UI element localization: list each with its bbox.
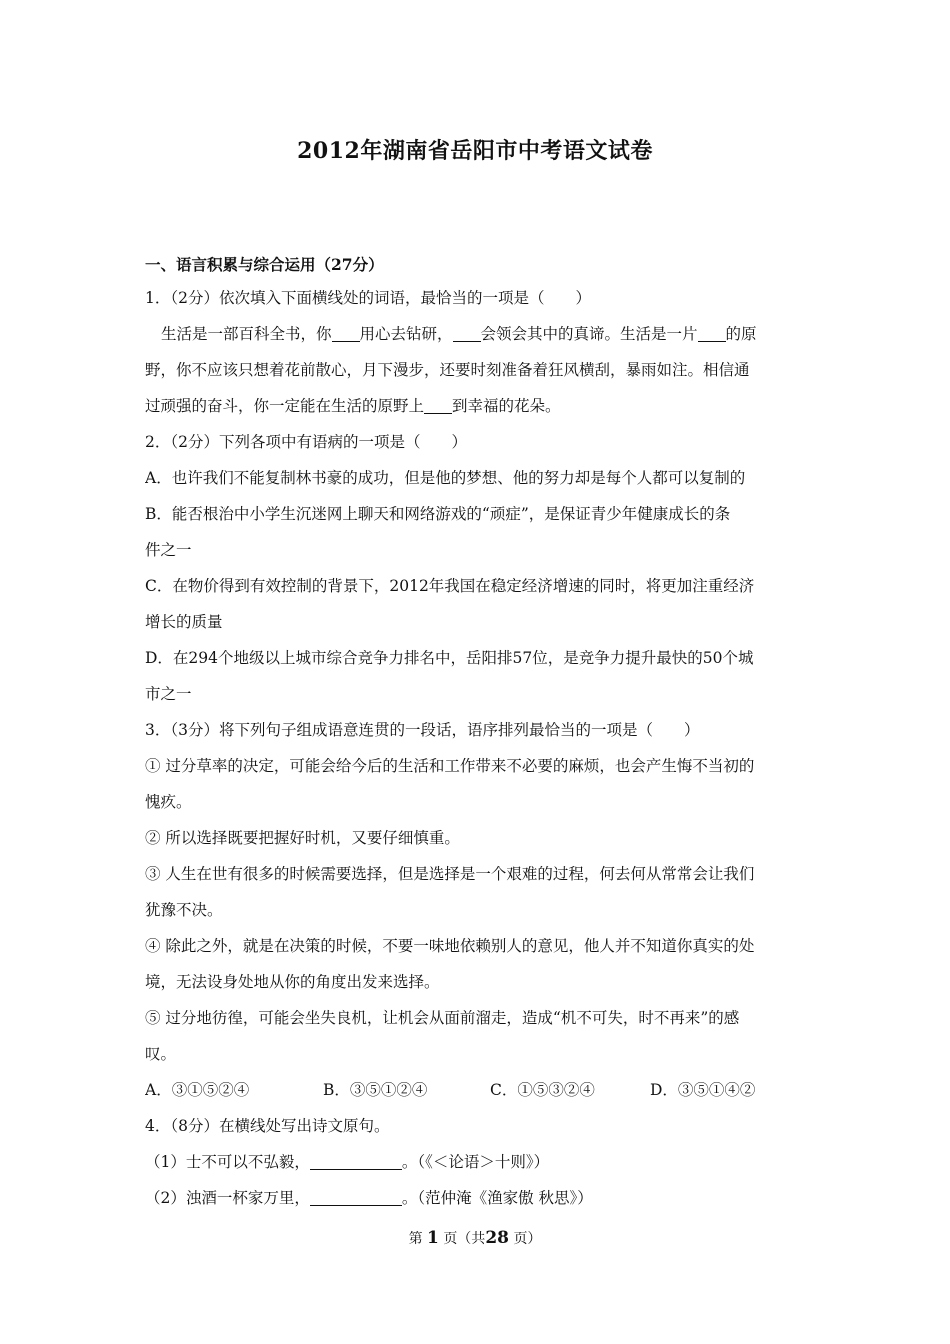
total-page-count: 28 [485, 1228, 509, 1248]
question-2-option-d-cont: 市之一 [145, 685, 192, 703]
question-3-sentence-3-cont: 犹豫不决。 [145, 901, 223, 919]
question-3-sentence-3: ③ 人生在世有很多的时候需要选择，但是选择是一个艰难的过程，何去何从常常会让我们 [145, 865, 755, 883]
page-footer: 第 1 页（共28 页） [408, 1228, 542, 1248]
question-2-option-c-cont: 增长的质量 [145, 613, 223, 631]
answer-blank [332, 323, 360, 342]
question-4-stem: 4．（8分）在横线处写出诗文原句。 [145, 1117, 390, 1135]
question-3-option-b: B．③⑤①②④ [323, 1081, 428, 1099]
question-1-stem: 1．（2分）依次填入下面横线处的词语，最恰当的一项是（ ） [145, 289, 591, 307]
question-3-sentence-1-cont: 愧疚。 [145, 793, 192, 811]
question-3-option-c: C．①⑤③②④ [490, 1081, 595, 1099]
question-2-option-d: D．在294个地级以上城市综合竞争力排名中，岳阳排57位，是竞争力提升最快的50个城 [145, 649, 754, 667]
question-2-stem: 2．（2分）下列各项中有语病的一项是（ ） [145, 433, 467, 451]
question-3-options [145, 1072, 810, 1108]
question-3-sentence-5: ⑤ 过分地彷徨，可能会坐失良机，让机会从面前溜走，造成“机不可失，时不再来”的感 [145, 1009, 740, 1027]
question-1-passage-line-1: 生活是一部百科全书，你 用心去钻研， 会领会其中的真谛。生活是一片 的原 [161, 325, 757, 343]
question-4-item-2: （2）浊酒一杯家万里， 。（范仲淹《渔家傲 秋思》） [145, 1189, 593, 1207]
answer-blank [310, 1187, 402, 1206]
exam-content [145, 250, 810, 1216]
question-2-option-b-cont: 件之一 [145, 541, 192, 559]
question-3-option-a: A．③①⑤②④ [145, 1081, 250, 1099]
question-3-option-d: D．③⑤①④② [650, 1081, 756, 1099]
question-2-option-a: A．也许我们不能复制林书豪的成功，但是他的梦想、他的努力却是每个人都可以复制的 [145, 469, 746, 487]
page-title: 2012年湖南省岳阳市中考语文试卷 [297, 138, 653, 164]
question-1-passage-line-2: 野，你不应该只想着花前散心，月下漫步，还要时刻准备着狂风横刮，暴雨如注。相信通 [145, 361, 750, 379]
question-3-sentence-5-cont: 叹。 [145, 1045, 177, 1063]
current-page-number: 1 [427, 1228, 439, 1248]
question-2-option-b: B．能否根治中小学生沉迷网上聊天和网络游戏的“顽症”，是保证青少年健康成长的条 [145, 505, 731, 523]
answer-blank [453, 323, 481, 342]
question-3-stem: 3．（3分）将下列句子组成语意连贯的一段话，语序排列最恰当的一项是（ ） [145, 721, 700, 739]
section-heading: 一、语言积累与综合运用（27分） [145, 255, 384, 274]
question-4-item-1: （1）士不可以不弘毅， 。（《＜论语＞十则》） [145, 1153, 550, 1171]
answer-blank [424, 395, 452, 414]
question-3-sentence-4: ④ 除此之外，就是在决策的时候，不要一味地依赖别人的意见，他人并不知道你真实的处 [145, 937, 755, 955]
question-3-sentence-4-cont: 境，无法设身处地从你的角度出发来选择。 [145, 973, 440, 991]
question-3-sentence-2: ② 所以选择既要把握好时机，又要仔细慎重。 [145, 829, 460, 847]
question-2-option-c: C．在物价得到有效控制的背景下，2012年我国在稳定经济增速的同时，将更加注重经济 [145, 577, 755, 595]
answer-blank [310, 1151, 402, 1170]
question-3-sentence-1: ① 过分草率的决定，可能会给今后的生活和工作带来不必要的麻烦，也会产生悔不当初的 [145, 757, 755, 775]
answer-blank [698, 323, 726, 342]
question-1-passage-line-3: 过顽强的奋斗，你一定能在生活的原野上 到幸福的花朵。 [145, 397, 561, 415]
